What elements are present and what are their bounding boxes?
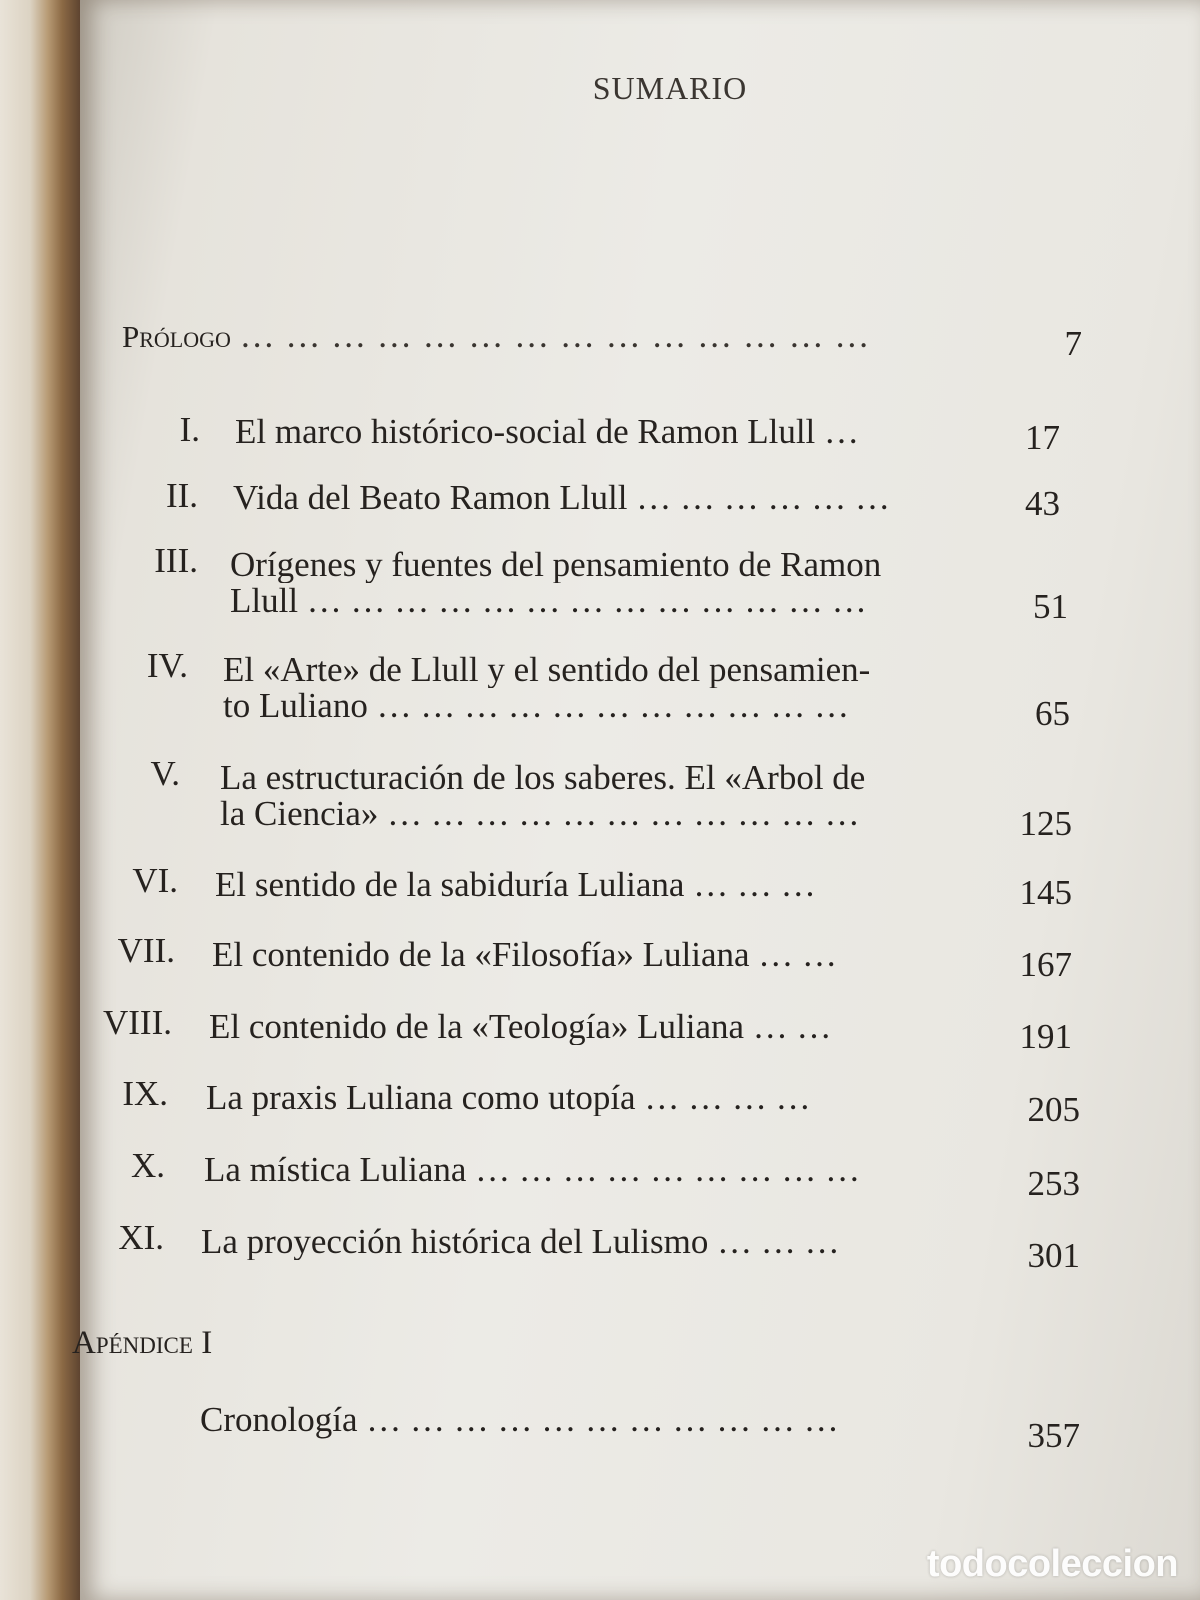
chapter-title bbox=[220, 760, 965, 832]
chapter-title-line: El sentido de la sabiduría Luliana … … … bbox=[215, 867, 816, 903]
watermark-logo: todocoleccion bbox=[926, 1543, 1178, 1585]
chapter-entry bbox=[80, 1218, 1080, 1275]
chapter-numeral: V. bbox=[150, 754, 180, 793]
chapter-page-number: 17 bbox=[1025, 418, 1060, 457]
chapter-numeral: IV. bbox=[146, 646, 188, 685]
chapter-title bbox=[223, 652, 963, 724]
chapter-page-number: 43 bbox=[1025, 484, 1060, 523]
chapter-entry bbox=[80, 541, 1080, 626]
chapter-title-line: La estructuración de los saberes. El «Arbol de bbox=[220, 760, 866, 796]
chapter-entry bbox=[80, 754, 1080, 843]
chapter-title-line: El «Arte» de Llull y el sentido del pensamien- bbox=[223, 652, 871, 688]
chapter-entry bbox=[80, 476, 1080, 523]
chapter-numeral: I. bbox=[179, 410, 200, 449]
chapter-title-line: La proyección histórica del Lulismo … … … bbox=[201, 1224, 840, 1260]
prologue-label: Prólogo bbox=[122, 319, 231, 354]
chapter-title-line: Llull … … … … … … … … … … … … … bbox=[230, 583, 867, 619]
chapter-title bbox=[206, 1080, 971, 1116]
chapter-numeral: IX. bbox=[122, 1074, 168, 1113]
chapter-entry bbox=[80, 861, 1080, 912]
book-page bbox=[72, 0, 1200, 1600]
chapter-numeral: III. bbox=[154, 541, 198, 580]
chapter-title-line: El contenido de la «Teología» Luliana … … bbox=[209, 1009, 832, 1045]
chapter-entry bbox=[80, 1074, 1080, 1129]
chapter-numeral: VIII. bbox=[103, 1003, 172, 1042]
chapter-numeral: VII. bbox=[117, 931, 175, 970]
chapter-numeral: XI. bbox=[118, 1218, 164, 1257]
chapter-title-line: la Ciencia» … … … … … … … … … … … bbox=[220, 796, 860, 832]
appendix-entry-label: Cronología … … … … … … … … … … … bbox=[200, 1400, 839, 1439]
chapter-page-number: 167 bbox=[1019, 945, 1072, 984]
chapter-title-line: El contenido de la «Filosofía» Luliana … … bbox=[212, 937, 838, 973]
chapter-title bbox=[233, 480, 953, 516]
chapter-page-number: 65 bbox=[1035, 694, 1070, 733]
chapter-page-number: 301 bbox=[1027, 1236, 1080, 1275]
chapter-title-line: Vida del Beato Ramon Llull … … … … … … bbox=[233, 480, 890, 516]
appendix-heading: Apéndice I bbox=[72, 1325, 213, 1361]
appendix-entry-page-number: 357 bbox=[1027, 1416, 1080, 1455]
chapter-page-number: 191 bbox=[1019, 1017, 1072, 1056]
prologue-leader-dots: … … … … … … … … … … … … … … bbox=[239, 318, 871, 355]
prologue-page-number: 7 bbox=[1064, 324, 1082, 363]
chapter-page-number: 125 bbox=[1019, 804, 1072, 843]
appendix-entry bbox=[80, 1400, 1080, 1455]
chapter-numeral: II. bbox=[165, 476, 198, 515]
chapter-title bbox=[235, 414, 955, 450]
chapter-numeral: X. bbox=[130, 1146, 165, 1185]
page-title: SUMARIO bbox=[592, 70, 748, 106]
chapter-entry bbox=[80, 646, 1080, 733]
chapter-page-number: 253 bbox=[1027, 1164, 1080, 1203]
chapter-title bbox=[209, 1009, 969, 1045]
chapter-entry bbox=[80, 931, 1080, 984]
chapter-page-number: 145 bbox=[1019, 873, 1072, 912]
chapter-title bbox=[201, 1224, 976, 1260]
prologue-entry bbox=[122, 318, 1082, 363]
chapter-title bbox=[215, 867, 965, 903]
chapter-entry bbox=[80, 410, 1080, 457]
chapter-title-line: El marco histórico-social de Ramon Llull … bbox=[235, 414, 860, 450]
chapter-title bbox=[230, 547, 960, 619]
chapter-numeral: VI. bbox=[132, 861, 178, 900]
chapter-title-line: La mística Luliana … … … … … … … … … bbox=[204, 1152, 861, 1188]
chapter-page-number: 51 bbox=[1033, 587, 1068, 626]
chapter-title-line: to Luliano … … … … … … … … … … … bbox=[223, 688, 850, 724]
chapter-title-line: Orígenes y fuentes del pensamiento de Ramon bbox=[230, 547, 882, 583]
chapter-entry bbox=[80, 1003, 1080, 1056]
chapter-page-number: 205 bbox=[1027, 1090, 1080, 1129]
chapter-title bbox=[212, 937, 967, 973]
chapter-title bbox=[204, 1152, 974, 1188]
chapter-entry bbox=[80, 1146, 1080, 1203]
chapter-title-line: La praxis Luliana como utopía … … … … bbox=[206, 1080, 811, 1116]
